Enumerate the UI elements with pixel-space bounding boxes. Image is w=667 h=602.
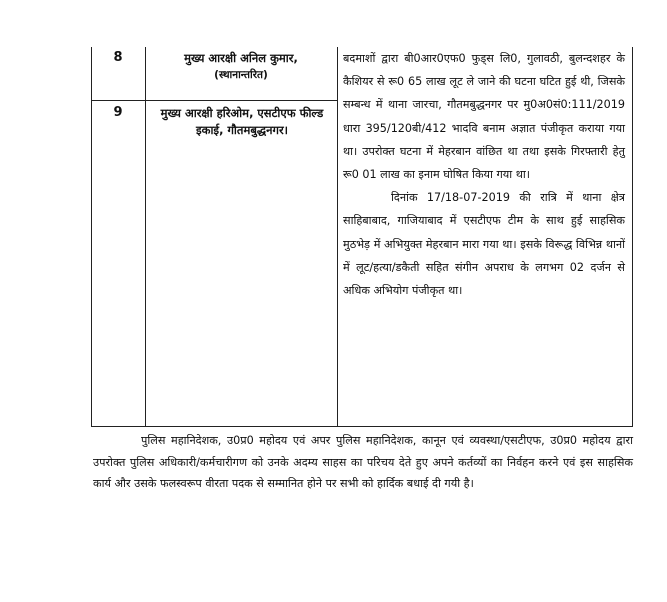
officer-name <box>146 50 336 84</box>
serial-number: 9 <box>113 105 123 120</box>
table-border-bottom <box>91 426 633 427</box>
congratulation-paragraph: पुलिस महानिदेशक, उ0प्र0 महोदय एवं अपर पुलिस महानिदेशक, कानून एवं व्यवस्था/एसटीएफ, उ0प्र0 महोदय द्वारा उपरोक्त पुलिस अधिकारी/कर्मचारीगण को उनके अदम्य साहस का परिचय देते हुए अपने कर्तव्यों का निर्वहन करने एवं इस साहसिक कार्य और उसके फलस्वरूप वीरता पदक से सम्मानित होने पर सभी को हार्दिक बधाई दी गयी है। <box>93 434 633 490</box>
table-border-right <box>632 47 633 427</box>
officer-name: मुख्य आरक्षी हरिओम, एसटीएफ फील्ड इकाई, गौतमबुद्धनगर। <box>160 106 324 137</box>
row-divider <box>91 100 338 101</box>
incident-details <box>343 47 625 302</box>
incident-paragraph-1: बदमाशों द्वारा बी0आर0एफ0 फुड्स लि0, गुलावठी, बुलन्दशहर के कैशियर से रू0 65 लाख लूट ले जाने की घटना घटित हुई थी, जिसके सम्बन्ध में थाना जारचा, गौतमबुद्धनगर पर मु0अ0सं0:111/2019 धारा 395/120बी/412 भादवि बनाम अज्ञात पंजीकृत कराया गया था। उपरोक्त घटना में मेहरबान वांछित था तथा इसके गिरफ्तारी हेतु रू0 01 लाख का इनाम घोषित किया गया था। <box>343 52 625 182</box>
officer-note: (स्थानान्तरित) <box>214 69 268 81</box>
officer-name-text: मुख्य आरक्षी अनिल कुमार, <box>184 51 298 65</box>
serial-number: 8 <box>113 50 123 65</box>
table-border-left <box>91 47 92 427</box>
incident-paragraph-2: दिनांक 17/18-07-2019 की रात्रि में थाना क्षेत्र साहिबाबाद, गाजियाबाद में एसटीएफ टीम के साथ हुई साहसिक मुठभेड़ में अभियुक्त मेहरबान मारा गया था। इसके विरूद्ध विभिन्न थानों में लूट/हत्या/डकैती सहित संगीन अपराध के लगभग 02 दर्जन से अधिक अभियोग पंजीकृत था। <box>343 191 625 298</box>
table-border-serial <box>145 47 146 427</box>
table-border-name <box>337 47 338 427</box>
awards-table <box>91 47 633 427</box>
